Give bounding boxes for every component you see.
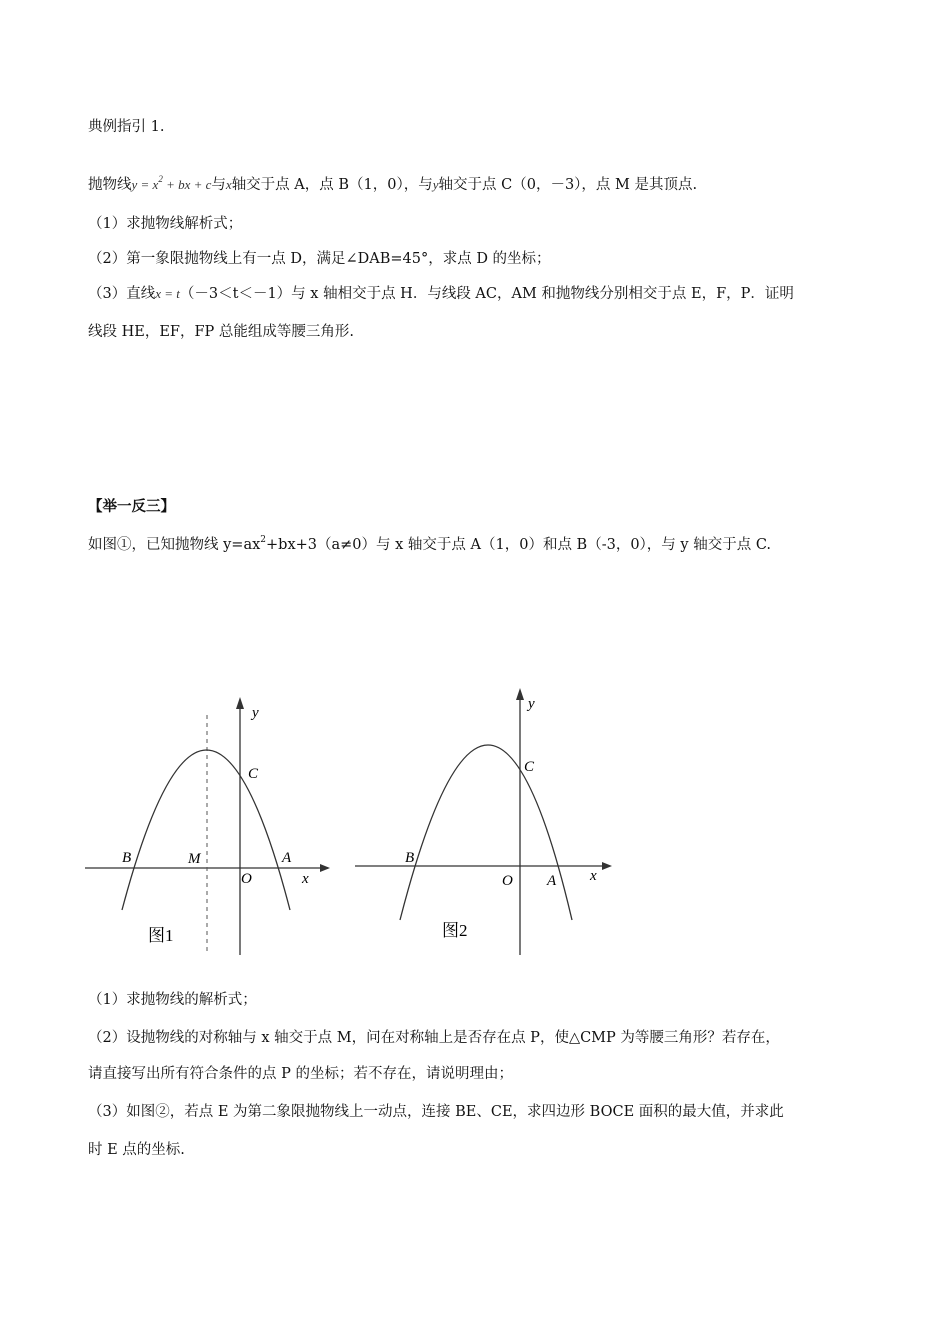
parabola-equation xyxy=(131,174,212,192)
example-title: 典例指引 1. xyxy=(88,119,165,135)
y-axis-arrow xyxy=(236,697,244,709)
intro-text-mid1: 与 xyxy=(211,177,226,193)
x-axis-arrow xyxy=(602,862,612,870)
equation-base: y = x xyxy=(131,177,159,192)
figure-2 xyxy=(350,680,620,960)
line-equation: x = t xyxy=(155,286,180,301)
practice-heading: 【举一反三】 xyxy=(88,498,175,515)
label-b: B xyxy=(122,850,132,866)
q3-text-pre: （3）直线 xyxy=(88,286,156,302)
practice-question-1: （1）求抛物线的解析式； xyxy=(88,992,257,1008)
example-question-1: （1）求抛物线解析式； xyxy=(88,216,243,232)
parabola-curve xyxy=(122,750,290,910)
label-o: O xyxy=(241,871,252,887)
intro-text-pre: 抛物线 xyxy=(88,177,132,193)
equation-exponent: 2 xyxy=(158,174,163,184)
parabola-curve xyxy=(400,745,572,920)
example-intro xyxy=(88,169,697,195)
example-question-2: （2）第一象限抛物线上有一点 D，满足∠DAB=45°，求点 D 的坐标； xyxy=(88,251,551,267)
x-axis-arrow xyxy=(320,864,330,872)
practice-intro-exponent: 2 xyxy=(260,535,267,545)
practice-question-2-continued: 请直接写出所有符合条件的点 P 的坐标；若不存在，请说明理由； xyxy=(88,1066,513,1082)
figure-1-caption: 图1 xyxy=(148,926,174,945)
intro-text-mid3: 轴交于点 C（0，－3），点 M 是其顶点. xyxy=(438,177,698,193)
label-c: C xyxy=(248,766,259,782)
q3-text-post: （－3＜t＜－1）与 x 轴相交于点 H．与线段 AC，AM 和抛物线分别相交于点 E，F，P．证明 xyxy=(179,286,794,302)
label-y: y xyxy=(528,696,535,712)
label-a: A xyxy=(547,873,557,889)
practice-question-2: （2）设抛物线的对称轴与 x 轴交于点 M，问在对称轴上是否存在点 P，使△CMP 为等腰三角形？若存在， xyxy=(88,1030,780,1046)
example-question-3 xyxy=(88,284,794,304)
intro-text-mid2: 轴交于点 A，点 B（1，0），与 xyxy=(231,177,433,193)
practice-question-3: （3）如图②，若点 E 为第二象限抛物线上一动点，连接 BE、CE，求四边形 BOCE 面积的最大值，并求此 xyxy=(88,1104,784,1120)
label-m: M xyxy=(188,851,201,867)
equation-rest: + bx + c xyxy=(162,177,212,192)
label-y: y xyxy=(252,705,259,721)
y-axis-arrow xyxy=(516,688,524,700)
practice-question-3-continued: 时 E 点的坐标. xyxy=(88,1142,185,1158)
figure-1 xyxy=(80,685,350,960)
label-b: B xyxy=(405,850,415,866)
example-question-3-continued: 线段 HE，EF，FP 总能组成等腰三角形. xyxy=(88,324,355,340)
label-o: O xyxy=(502,873,513,889)
practice-intro-pre: 如图①，已知抛物线 y=ax xyxy=(88,537,261,553)
label-a: A xyxy=(282,850,292,866)
practice-intro-post: +bx+3（a≠0）与 x 轴交于点 A（1，0）和点 B（-3，0），与 y 轴交于点 C. xyxy=(266,537,772,553)
figure-2-caption: 图2 xyxy=(442,921,468,940)
variable-x: x xyxy=(225,177,232,192)
variable-y: y xyxy=(432,177,439,192)
label-x: x xyxy=(590,868,597,884)
label-x: x xyxy=(302,871,309,887)
practice-intro xyxy=(88,530,771,555)
label-c: C xyxy=(524,759,535,775)
